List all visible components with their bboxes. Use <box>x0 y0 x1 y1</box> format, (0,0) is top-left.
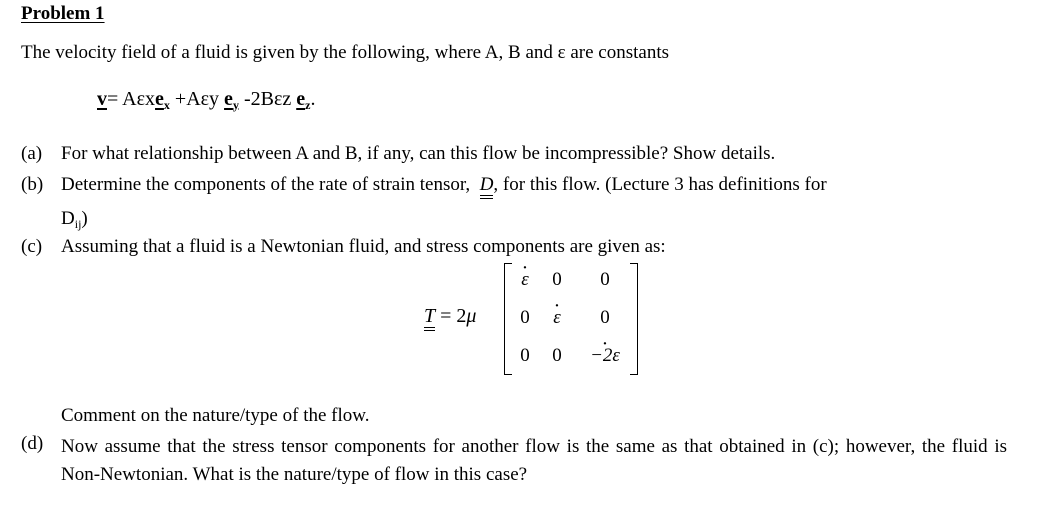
matrix-cell-1-2: 0 <box>552 269 562 290</box>
part-b-label: (b) <box>21 174 44 195</box>
matrix-cell-1-1: · ε <box>505 269 545 291</box>
unit-vector-ez: $e_z$ <box>296 88 311 112</box>
part-b-text: Determine the components of the rate of strain tensor, D, for this flow. (Lecture 3 has definitions for <box>61 174 827 195</box>
part-d-text: Now assume that the stress tensor components for another flow is the same as that obtained in (c); however, the fluid is Non-Newtonian. What is the nature/type of flow in this case? <box>61 436 1007 485</box>
part-c-text: Assuming that a fluid is a Newtonian fluid, and stress components are given as: <box>61 236 666 257</box>
matrix-cell-3-1: 0 <box>520 345 530 366</box>
stress-matrix <box>504 263 638 375</box>
part-a-text: For what relationship between A and B, if any, can this flow be incompressible? Show details. <box>61 143 776 164</box>
eq-term2: +Aεy <box>169 88 225 110</box>
matrix-cell-1-3: 0 <box>600 269 610 290</box>
matrix-cell-3-3: · −2ε <box>577 345 633 367</box>
eq-term1: = Aεx <box>107 88 156 110</box>
velocity-symbol: v <box>97 88 107 110</box>
part-c-comment: Comment on the nature/type of the flow. <box>61 405 370 426</box>
matrix-cell-2-3: 0 <box>600 307 610 328</box>
unit-vector-ex: $e_x$ <box>155 88 170 112</box>
stress-tensor-symbol: T <box>424 305 436 327</box>
problem-title: Problem 1 <box>21 3 105 24</box>
part-c-label: (c) <box>21 236 43 257</box>
eq-end: . <box>310 88 316 110</box>
velocity-equation <box>97 88 315 111</box>
matrix-cell-3-2: 0 <box>552 345 562 366</box>
stress-tensor-lhs: T = 2μ <box>424 305 477 327</box>
matrix-cell-2-1: 0 <box>520 307 530 328</box>
eq-term3: -2Bεz <box>238 88 297 110</box>
matrix-cell-2-2: · ε <box>537 307 577 329</box>
intro-text: The velocity field of a fluid is given by the following, where A, B and ε are constants <box>21 42 670 63</box>
unit-vector-ey: $e_y$ <box>224 88 239 112</box>
strain-tensor-symbol: D <box>479 174 494 195</box>
part-a-label: (a) <box>21 143 43 164</box>
part-b-continuation: $D_{ij}$) <box>61 208 88 231</box>
part-d-label: (d) <box>21 433 44 454</box>
